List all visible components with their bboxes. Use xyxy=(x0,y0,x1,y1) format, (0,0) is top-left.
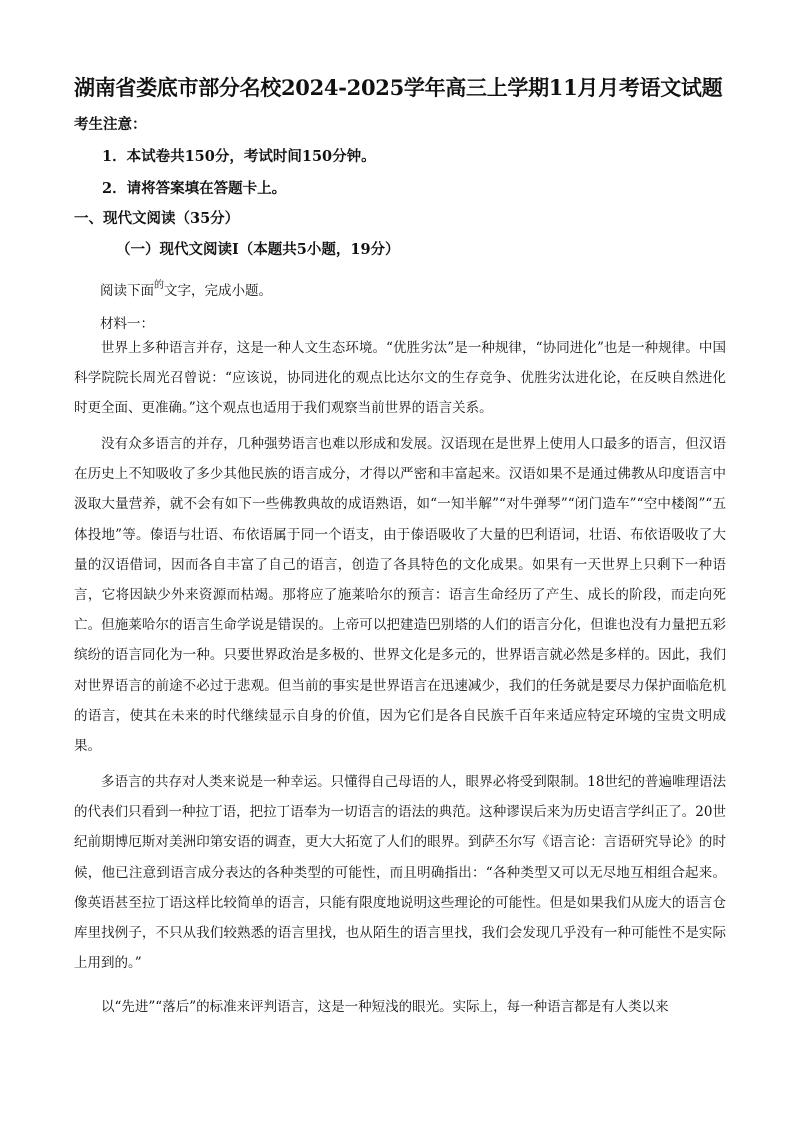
subsection-heading: （一）现代文阅读Ⅰ（本题共5小题，19分） xyxy=(116,241,400,258)
notice-item-2: 2．请将答案填在答题卡上。 xyxy=(102,180,287,197)
paragraph-2: 没有众多语言的并存，几种强势语言也难以形成和发展。汉语现在是世界上使用人口最多的语言，但汉语在历史上不知吸收了多少其他民族的语言成分，才得以严密和丰富起来。汉语如果不是通过佛教从印度语言中汲取大量营养，就不会有如下一些佛教典故的成语熟语，如“一知半解”“对牛弹琴”“闭门造车”“空中楼阁”“五体投地”等。傣语与壮语、布依语属于同一个语支，由于傣语吸收了大量的巴利语词，壮语、布依语吸收了大量的汉语借词，因而各自丰富了自己的语言，创造了各具特色的文化成果。如果有一天世界上只剩下一种语言，它将因缺少外来资源而枯竭。那将应了施莱哈尔的预言：语言生命经历了产生、成长的阶段，而走向死亡。但施莱哈尔的语言生命学说是错误的。上帝可以把建造巴别塔的人们的语言分化，但谁也没有力量把五彩缤纷的语言同化为一种。只要世界政治是多极的、世界文化是多元的，世界语言就必然是多样的。因此，我们对世界语言的前途不必过于悲观。但当前的事实是世界语言在迅速减少，我们的任务就是要尽力保护面临危机的语言，使其在未来的时代继续显示自身的价值，因为它们是各自民族千百年来适应特定环境的宝贵文明成果。 xyxy=(74,436,726,755)
paragraph-3: 多语言的共存对人类来说是一种幸运。只懂得自己母语的人，眼界必将受到限制。18世纪的普遍唯理语法的代表们只看到一种拉丁语，把拉丁语奉为一切语言的语法的典范。这种谬误后来为历史语言学纠正了。20世纪前期博厄斯对美洲印第安语的调查，更大大拓宽了人们的眼界。到萨丕尔写《语言论：言语研究导论》的时候，他已注意到语言成分表达的各种类型的可能性，而且明确指出：“各种类型又可以无尽地互相组合起来。像英语甚至拉丁语这样比较简单的语言，只能有限度地说明这些理论的可能性。但是如果我们从庞大的语言仓库里找例子，不只从我们较熟悉的语言里找，也从陌生的语言里找，我们会发现几乎没有一种可能性不是实际上用到的。” xyxy=(74,774,726,972)
material-label: 材料一： xyxy=(100,316,154,332)
instruction-text-start: 阅读下面 xyxy=(100,283,154,299)
notice-item-1: 1．本试卷共150分，考试时间150分钟。 xyxy=(102,148,376,165)
instruction-text-end: 文字，完成小题。 xyxy=(164,283,272,299)
reading-instruction xyxy=(100,276,272,299)
notice-label: 考生注意： xyxy=(74,116,147,133)
instruction-superscript: 的 xyxy=(154,280,164,291)
section-heading: 一、现代文阅读（35分） xyxy=(74,210,240,227)
paragraph-1: 世界上多种语言并存，这是一种人文生态环境。“优胜劣汰”是一种规律，“协同进化”也是一种规律。中国科学院院长周光召曾说：“应该说，协同进化的观点比达尔文的生存竞争、优胜劣汰进化论，在反映自然进化时更全面、更准确。”这个观点也适用于我们观察当前世界的语言关系。 xyxy=(74,340,726,417)
paragraph-4: 以“先进”“落后”的标准来评判语言，这是一种短浅的眼光。实际上，每一种语言都是有人类以来 xyxy=(101,999,669,1015)
exam-title: 湖南省娄底市部分名校2024-2025学年高三上学期11月月考语文试题 xyxy=(74,75,723,100)
